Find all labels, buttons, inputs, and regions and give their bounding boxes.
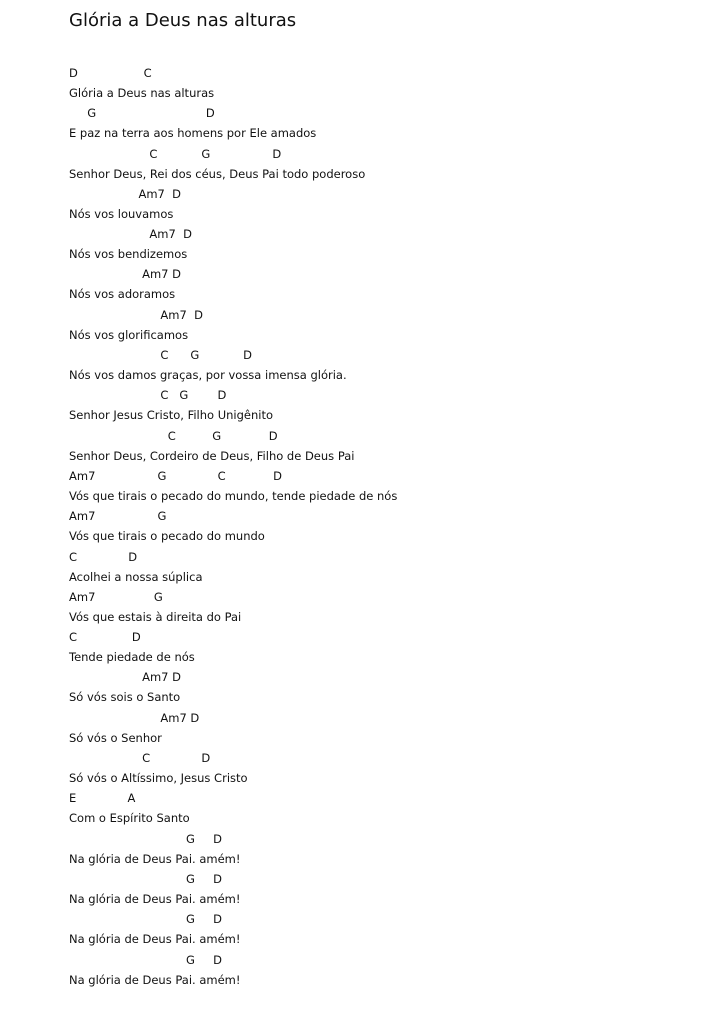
chord-line: Am7 D (69, 186, 182, 201)
lyric-line: Nós vos bendizemos (69, 247, 188, 262)
chord-line: G D (69, 106, 215, 121)
chord-line: E A (69, 791, 136, 806)
lyric-line: Acolhei a nossa súplica (69, 569, 203, 584)
lyric-line: Tende piedade de nós (69, 650, 195, 665)
lyric-line: Senhor Jesus Cristo, Filho Unigênito (69, 408, 274, 423)
lyric-line: Vós que estais à direita do Pai (69, 609, 242, 624)
lyric-line: Só vós o Altíssimo, Jesus Cristo (69, 771, 248, 786)
chord-line: Am7 D (69, 710, 200, 725)
lyric-line: Nós vos louvamos (69, 206, 174, 221)
chord-line: C G D (69, 348, 252, 363)
chord-line: C G D (69, 146, 282, 161)
chord-line: C G D (69, 428, 278, 443)
lyric-line: Na glória de Deus Pai. amém! (69, 851, 241, 866)
lyric-line: Nós vos glorificamos (69, 327, 189, 342)
lyric-line: Na glória de Deus Pai. amém! (69, 891, 241, 906)
chord-line: Am7 G (69, 509, 167, 524)
chord-line: C D (69, 751, 211, 766)
lyric-line: Vós que tirais o pecado do mundo, tende piedade de nós (69, 488, 398, 503)
chord-sheet (69, 64, 709, 991)
chord-line: C G D (69, 388, 227, 403)
lyric-line: E paz na terra aos homens por Ele amados (69, 126, 317, 141)
lyric-line: Nós vos adoramos (69, 287, 176, 302)
chord-line: G D (69, 871, 223, 886)
lyric-line: Com o Espírito Santo (69, 811, 190, 826)
lyric-line: Senhor Deus, Rei dos céus, Deus Pai todo poderoso (69, 166, 366, 181)
chord-line: Am7 G (69, 589, 163, 604)
lyric-line: Na glória de Deus Pai. amém! (69, 972, 241, 987)
lyric-line: Nós vos damos graças, por vossa imensa glória. (69, 368, 347, 383)
lyric-line: Só vós o Senhor (69, 730, 162, 745)
chord-line: Am7 D (69, 307, 203, 322)
chord-line: D C (69, 66, 152, 80)
chord-line: Am7 D (69, 227, 192, 242)
lyric-line: Senhor Deus, Cordeiro de Deus, Filho de Deus Pai (69, 448, 355, 463)
lyric-line: Só vós sois o Santo (69, 690, 181, 705)
chord-line: G D (69, 831, 223, 846)
lyric-line: Glória a Deus nas alturas (69, 86, 215, 100)
chord-line: Am7 D (69, 670, 182, 685)
chord-line: G D (69, 912, 223, 927)
chord-line: Am7 G C D (69, 468, 283, 483)
chord-line: Am7 D (69, 267, 182, 282)
lyric-line: Na glória de Deus Pai. amém! (69, 932, 241, 947)
chord-line: C D (69, 549, 138, 564)
song-title: Glória a Deus nas alturas (69, 10, 297, 31)
lyric-line: Vós que tirais o pecado do mundo (69, 529, 265, 544)
chord-line: G D (69, 952, 223, 967)
chord-line: C D (69, 630, 141, 645)
